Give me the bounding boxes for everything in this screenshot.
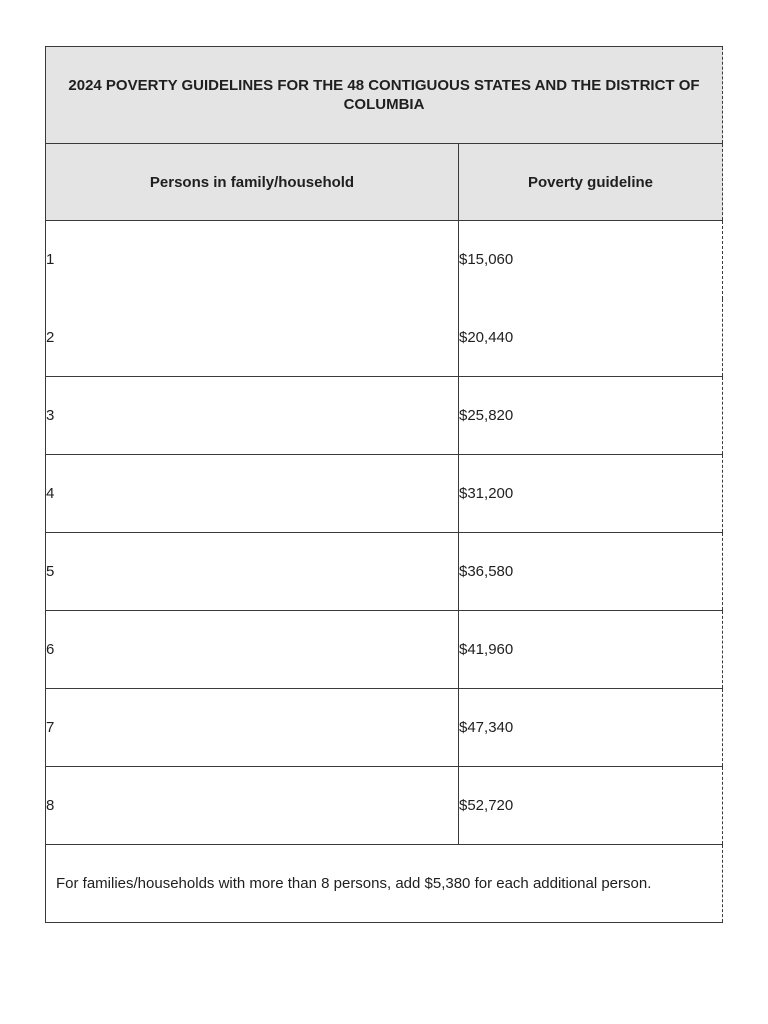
- additional-person-note: For families/households with more than 8 persons, add $5,380 for each additional person.: [46, 845, 723, 923]
- table-row: [46, 611, 723, 689]
- title-row: [46, 47, 723, 144]
- guideline-cell: $15,060: [459, 221, 723, 299]
- guideline-cell: $41,960: [459, 611, 723, 689]
- guideline-cell: $31,200: [459, 455, 723, 533]
- header-row: [46, 144, 723, 221]
- persons-cell: 2: [46, 299, 459, 377]
- persons-cell: 8: [46, 767, 459, 845]
- persons-cell: 4: [46, 455, 459, 533]
- guideline-cell: $20,440: [459, 299, 723, 377]
- guideline-cell: $25,820: [459, 377, 723, 455]
- persons-cell: 3: [46, 377, 459, 455]
- header-persons: Persons in family/household: [46, 144, 459, 221]
- guideline-cell: $36,580: [459, 533, 723, 611]
- table-row: [46, 533, 723, 611]
- table-row: [46, 299, 723, 377]
- table-row: [46, 221, 723, 299]
- persons-cell: 7: [46, 689, 459, 767]
- persons-cell: 6: [46, 611, 459, 689]
- poverty-guidelines-table: [45, 46, 723, 923]
- header-guideline: Poverty guideline: [459, 144, 723, 221]
- guideline-cell: $52,720: [459, 767, 723, 845]
- table-row: [46, 689, 723, 767]
- note-row: [46, 845, 723, 923]
- table-title: 2024 POVERTY GUIDELINES FOR THE 48 CONTIGUOUS STATES AND THE DISTRICT OF COLUMBIA: [46, 47, 723, 144]
- guideline-cell: $47,340: [459, 689, 723, 767]
- persons-cell: 1: [46, 221, 459, 299]
- table-row: [46, 455, 723, 533]
- table-row: [46, 767, 723, 845]
- persons-cell: 5: [46, 533, 459, 611]
- table-row: [46, 377, 723, 455]
